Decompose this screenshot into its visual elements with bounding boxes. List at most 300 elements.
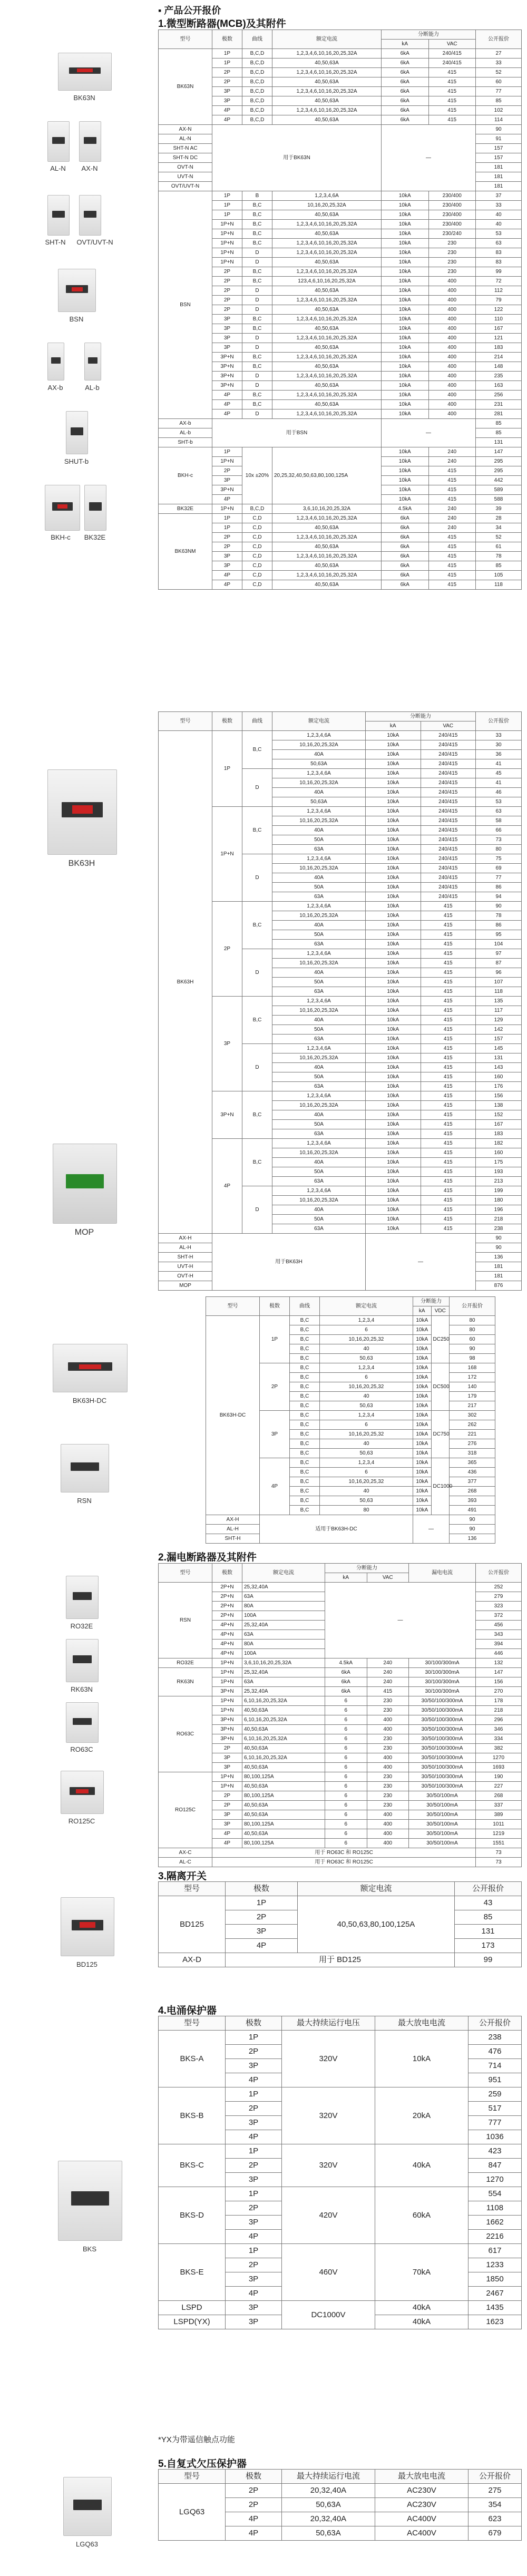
table-cell: 3P+N <box>212 353 242 362</box>
table-cell: 2P <box>212 1791 242 1801</box>
accessory-note: 用于BSN <box>212 419 382 447</box>
table-cell: 80,100,125A <box>242 1772 325 1782</box>
table-cell: 10kA <box>366 959 421 968</box>
table-cell: VAC <box>428 40 476 49</box>
table-row <box>159 258 522 267</box>
table-cell: 415 <box>428 77 476 87</box>
table-cell: 80A <box>242 1602 325 1611</box>
table-cell: 415 <box>421 987 476 997</box>
table-cell: 3P <box>212 1753 242 1763</box>
accessory-model: AX-H <box>159 1234 212 1243</box>
price-cell: 80 <box>450 1316 495 1325</box>
price-cell: 214 <box>476 353 522 362</box>
table-cell: 50A <box>272 1215 366 1224</box>
price-cell: 114 <box>476 115 522 125</box>
table-row <box>159 201 522 210</box>
table-cell: 10kA <box>382 485 429 495</box>
price-cell: 53 <box>476 797 522 807</box>
col-model: 型号 <box>159 712 212 731</box>
table-cell: 40,50,63A <box>272 343 382 353</box>
table-cell: 1,2,3,4,6,10,16,20,25,32A <box>272 514 382 523</box>
table-cell: 10kA <box>382 229 429 239</box>
table-cell: B,C <box>242 362 272 372</box>
price-cell: 183 <box>476 343 522 353</box>
table-cell: 240/415 <box>421 740 476 750</box>
table-cell: 4P <box>226 2073 282 2087</box>
price-cell: 80 <box>450 1325 495 1335</box>
al-b-product-image <box>84 343 101 380</box>
table-cell: 3P+N <box>212 1687 242 1696</box>
ax-n-label: AX-N <box>81 164 98 172</box>
price-cell: 58 <box>476 816 522 826</box>
table-cell: 6kA <box>382 96 429 106</box>
table-cell: B,C,D <box>242 49 272 58</box>
table-cell: B,C <box>242 201 272 210</box>
table-cell: 50A <box>272 978 366 987</box>
price-cell: 394 <box>476 1640 522 1649</box>
table-cell: 1,2,3,4,6,10,16,20,25,32A <box>272 87 382 96</box>
table-cell: 4P <box>226 2130 282 2144</box>
price-cell: 83 <box>476 258 522 267</box>
table-cell: 1P <box>212 447 242 457</box>
table-cell: 25,32,40A <box>242 1621 325 1630</box>
accessory-model: SHT-H <box>206 1534 260 1544</box>
table-cell: D <box>242 381 272 391</box>
table-cell: 50A <box>272 883 366 892</box>
table-cell: 6 <box>325 1810 367 1820</box>
table-cell: 1,2,3,4 <box>320 1363 413 1373</box>
table-cell: 10kA <box>382 476 429 485</box>
table-cell: 10kA <box>366 921 421 930</box>
curve-cell: B,C <box>242 902 272 949</box>
col-model: 型号 <box>159 2016 226 2031</box>
table-cell: 1,2,3,4,6,10,16,20,25,32A <box>272 315 382 324</box>
table-cell: 30/50/100/300mA <box>409 1772 476 1782</box>
table-cell: B,C,D <box>242 68 272 77</box>
accessory-model: AL-H <box>159 1243 212 1253</box>
table-cell: 240 <box>367 1658 409 1668</box>
table-cell: 30/50/100mA <box>409 1791 476 1801</box>
table-cell: 40 <box>320 1392 413 1401</box>
price-cell: 39 <box>476 504 522 514</box>
accessory-model: OVT-N <box>159 163 212 172</box>
table-cell: 63A <box>272 1224 366 1234</box>
table-cell: 6kA <box>382 68 429 77</box>
table-cell: 4P <box>226 2512 282 2526</box>
table-row <box>159 115 522 125</box>
table-cell: 10kA <box>366 769 421 778</box>
table-cell: 4P <box>212 580 242 590</box>
table-cell: 1P <box>226 1896 298 1910</box>
spd-note: *YX为带遥信触点功能 <box>158 2435 235 2444</box>
table-cell: 10kA <box>413 1335 432 1344</box>
price-cell: 1850 <box>469 2272 522 2287</box>
col-maxv: 最大持续运行电流 <box>282 2470 375 2484</box>
table-cell: C,D <box>242 533 272 542</box>
price-cell: 147 <box>476 1668 522 1677</box>
table-cell: 30/50/100mA <box>409 1801 476 1810</box>
model-cell: RO63C <box>159 1696 212 1772</box>
price-cell: 217 <box>450 1401 495 1411</box>
table-cell: 10kA <box>366 788 421 797</box>
table-cell: 230/400 <box>428 220 476 229</box>
table-cell: 3P <box>226 2173 282 2187</box>
table-cell: 40,50,63A <box>272 210 382 220</box>
table-cell: 10kA <box>382 210 429 220</box>
table-cell: 4P+N <box>212 1640 242 1649</box>
price-cell: 118 <box>476 987 522 997</box>
price-cell: 951 <box>469 2073 522 2087</box>
price-cell: 77 <box>476 873 522 883</box>
price-cell: 847 <box>469 2159 522 2173</box>
table-cell: 10,16,20,25,32A <box>272 1053 366 1063</box>
curve-cell: B,C <box>290 1458 320 1468</box>
curve-cell: D <box>242 949 272 997</box>
table-cell: 40,50,63A <box>272 258 382 267</box>
table-row <box>159 1810 522 1820</box>
table-cell: B,C <box>242 229 272 239</box>
table-cell: 10kA <box>382 220 429 229</box>
table-cell: 415 <box>428 580 476 590</box>
bsn-product-image <box>58 269 96 312</box>
table-cell: 10kA <box>382 267 429 277</box>
table-cell: 50,63 <box>320 1496 413 1506</box>
price-cell: 96 <box>476 968 522 978</box>
table-cell: 6 <box>325 1763 367 1772</box>
ovt-uvt-n-product-image <box>79 195 101 236</box>
al-n-product-image <box>47 121 70 162</box>
col-maxv: 最大持续运行电压 <box>282 2016 375 2031</box>
price-cell: 78 <box>476 552 522 561</box>
table-cell: 10kA <box>382 277 429 286</box>
table-cell: 10kA <box>382 353 429 362</box>
table-cell: 460V <box>282 2244 375 2301</box>
table-cell: 70kA <box>375 2244 469 2301</box>
table-row <box>159 1882 522 1896</box>
table-cell: 3,6,10,16,20,25,32A <box>272 504 382 514</box>
accessory-note: 用于 BD125 <box>226 1953 455 1967</box>
table-cell: 10,16,20,25,32 <box>320 1382 413 1392</box>
price-cell: 446 <box>476 1649 522 1658</box>
table-cell: 40 <box>320 1344 413 1354</box>
bd125-product-image <box>61 1897 114 1956</box>
price-cell: 190 <box>476 1772 522 1782</box>
table-cell: 6 <box>325 1744 367 1753</box>
table-cell: 1P+N <box>212 1696 242 1706</box>
table-cell: 240/415 <box>421 873 476 883</box>
curve-cell: B,C <box>290 1420 320 1430</box>
table-cell: 40kA <box>375 2315 469 2329</box>
table-cell: 6 <box>325 1791 367 1801</box>
table-cell: 40,50,63A <box>272 381 382 391</box>
table-cell: 230/400 <box>428 210 476 220</box>
table-cell: 6kA <box>382 106 429 115</box>
table-cell: 1,2,3,4,6,10,16,20,25,32A <box>272 334 382 343</box>
table-cell: 6,10,16,20,25,32A <box>242 1696 325 1706</box>
col-price: 公开报价 <box>455 1882 522 1896</box>
model-cell: BD125 <box>159 1896 226 1953</box>
table-cell: 6kA <box>382 561 429 571</box>
table-cell: 6 <box>325 1782 367 1791</box>
price-cell: 554 <box>469 2187 522 2201</box>
mop-product-image <box>53 1144 117 1224</box>
table-cell: 10kA <box>366 1016 421 1025</box>
table-cell: 415 <box>421 1025 476 1035</box>
price-cell: 456 <box>476 1621 522 1630</box>
table-cell: 63A <box>272 1035 366 1044</box>
table-cell: 320V <box>282 2144 375 2187</box>
table-cell: 40A <box>272 1158 366 1167</box>
col-model: 型号 <box>206 1297 260 1316</box>
table-cell: VAC <box>421 721 476 731</box>
price-cell: 160 <box>476 1148 522 1158</box>
table-row <box>159 1564 522 1573</box>
price-cell: 99 <box>455 1953 522 1967</box>
table-cell: 3P <box>226 1925 298 1939</box>
price-cell: 136 <box>450 1534 495 1544</box>
price-cell: 183 <box>476 1129 522 1139</box>
table-cell: 400 <box>367 1715 409 1725</box>
table-row <box>159 2031 522 2045</box>
table-cell: 2P <box>226 2102 282 2116</box>
mcb-price-table <box>158 30 522 590</box>
table-cell: 1,2,3,4,6,10,16,20,25,32A <box>272 267 382 277</box>
table-cell: 63A <box>272 1177 366 1186</box>
accessory-note: 用于BK63H <box>212 1234 366 1291</box>
table-cell: 50A <box>272 835 366 845</box>
col-breaking: 分断能力 <box>382 30 476 40</box>
price-cell: 163 <box>476 381 522 391</box>
price-cell: 52 <box>476 68 522 77</box>
col-model: 型号 <box>159 2470 226 2484</box>
table-cell: 415 <box>421 1044 476 1053</box>
table-row <box>159 296 522 305</box>
table-cell: 2P+N <box>212 1602 242 1611</box>
table-row <box>159 372 522 381</box>
table-cell: D <box>242 258 272 267</box>
price-cell: 83 <box>476 248 522 258</box>
table-row <box>159 997 522 1006</box>
table-row <box>159 1839 522 1848</box>
table-cell: 10kA <box>413 1344 432 1354</box>
col-rated: 额定电流 <box>242 1564 325 1583</box>
table-cell: 415 <box>428 561 476 571</box>
table-cell: 10kA <box>366 892 421 902</box>
table-row <box>159 2144 522 2159</box>
table-cell: 80,100,125A <box>242 1820 325 1829</box>
rk63n-label: RK63N <box>71 1685 93 1693</box>
table-cell: 10x ±20% <box>242 447 272 504</box>
price-cell: 90 <box>476 1234 522 1243</box>
price-cell: 176 <box>476 1082 522 1091</box>
table-cell: 40,50,63A <box>242 1763 325 1772</box>
price-heading: ▪ 产品公开报价 <box>158 5 221 16</box>
price-cell: 1270 <box>476 1753 522 1763</box>
price-cell: 182 <box>476 1139 522 1148</box>
table-cell: D <box>242 286 272 296</box>
table-cell: 4P <box>212 115 242 125</box>
table-cell: 10,16,20,25,32A <box>272 1006 366 1016</box>
price-cell: 90 <box>476 1243 522 1253</box>
poles-cell: 3P+N <box>212 1091 242 1139</box>
price-cell: 45 <box>476 769 522 778</box>
table-cell: 230 <box>367 1696 409 1706</box>
price-cell: 196 <box>476 1205 522 1215</box>
table-cell: 40,50,63A <box>272 542 382 552</box>
poles-cell: 4P <box>260 1458 290 1515</box>
curve-cell: B,C <box>290 1487 320 1496</box>
price-cell: 53 <box>476 229 522 239</box>
table-cell: 400 <box>428 381 476 391</box>
table-cell: 4P <box>212 1839 242 1848</box>
table-cell: 1P+N <box>212 1658 242 1668</box>
price-cell: 28 <box>476 514 522 523</box>
table-cell: 40,50,63A <box>242 1706 325 1715</box>
price-cell: 259 <box>469 2087 522 2102</box>
table-cell: B,C,D <box>242 106 272 115</box>
table-cell: 40A <box>272 968 366 978</box>
table-cell: 1,2,3,4,6,10,16,20,25,32A <box>272 391 382 400</box>
table-cell: 30/100/300mA <box>409 1677 476 1687</box>
poles-cell: 2P <box>260 1363 290 1411</box>
table-cell: 240/415 <box>421 864 476 873</box>
table-cell: 6kA <box>325 1668 367 1677</box>
table-cell: 40,50,63,80,100,125A <box>298 1896 455 1953</box>
price-cell: 75 <box>476 854 522 864</box>
rcd-price-table <box>158 1563 522 1867</box>
table-cell: 10kA <box>413 1401 432 1411</box>
table-cell: 415 <box>421 911 476 921</box>
table-cell: 40A <box>272 826 366 835</box>
table-row <box>159 220 522 229</box>
table-cell: 40A <box>272 1063 366 1072</box>
price-cell: 33 <box>476 58 522 68</box>
col-price: 公开报价 <box>476 1564 522 1583</box>
table-row <box>159 1829 522 1839</box>
rsn-label: RSN <box>77 1497 92 1505</box>
accessory-model: AX-b <box>159 419 212 428</box>
table-cell: 1,2,3,4,6A <box>272 949 366 959</box>
price-cell: 63 <box>476 239 522 248</box>
table-cell: 2P+N <box>212 1592 242 1602</box>
table-cell: C,D <box>242 552 272 561</box>
table-cell: 415 <box>421 1177 476 1186</box>
table-cell: 1P <box>226 2187 282 2201</box>
col-rated: 额定电流 <box>298 1882 455 1896</box>
table-cell: 10kA <box>366 1224 421 1234</box>
curve-cell: B,C <box>290 1325 320 1335</box>
table-cell: 415 <box>421 1035 476 1044</box>
price-cell: 238 <box>469 2031 522 2045</box>
ro63c-product-image <box>66 1702 99 1743</box>
price-cell: 61 <box>476 542 522 552</box>
table-cell: 1P+N <box>212 1706 242 1715</box>
table-cell: 10kA <box>366 750 421 759</box>
table-cell: 63A <box>272 940 366 949</box>
price-cell: 389 <box>476 1810 522 1820</box>
table-cell: B,C <box>242 220 272 229</box>
model-cell: BK63N <box>159 49 212 125</box>
table-cell: 10,16,20,25,32A <box>272 1148 366 1158</box>
table-row <box>159 343 522 353</box>
table-cell: 400 <box>367 1763 409 1772</box>
table-cell: 1P <box>226 2087 282 2102</box>
price-cell: 1011 <box>476 1820 522 1829</box>
table-cell: 3P <box>212 334 242 343</box>
price-cell: 491 <box>450 1506 495 1515</box>
table-cell: 240/415 <box>421 769 476 778</box>
table-cell: 40A <box>272 921 366 930</box>
table-row <box>159 305 522 315</box>
price-cell: 73 <box>476 1848 522 1858</box>
accessory-model: SHT-b <box>159 438 212 447</box>
table-cell: C,D <box>242 523 272 533</box>
col-curve: 曲线 <box>242 30 272 49</box>
table-cell: 40,50,63A <box>272 96 382 106</box>
table-cell: 10kA <box>413 1468 432 1477</box>
table-cell: 3P <box>226 2315 282 2329</box>
accessory-model: MOP <box>159 1281 212 1291</box>
table-row <box>159 191 522 201</box>
table-cell: 30/50/100mA <box>409 1810 476 1820</box>
accessory-note: 用于 RO63C 和 RO125C <box>212 1848 476 1858</box>
price-cell: 157 <box>476 144 522 153</box>
table-cell: 1,2,3,4,6,10,16,20,25,32A <box>272 571 382 580</box>
table-cell: 415 <box>428 87 476 96</box>
price-cell: 90 <box>450 1515 495 1525</box>
table-row <box>159 286 522 296</box>
table-cell: 3P <box>212 343 242 353</box>
table-row <box>159 1091 522 1101</box>
table-cell: 100A <box>242 1649 325 1658</box>
table-cell: 10kA <box>382 334 429 343</box>
price-cell: 343 <box>476 1630 522 1640</box>
table-row <box>159 87 522 96</box>
table-cell: 25,32,40A <box>242 1583 325 1592</box>
price-cell: 73 <box>476 835 522 845</box>
table-row <box>159 96 522 106</box>
table-cell: 2P <box>212 533 242 542</box>
table-cell: 4P <box>212 495 242 504</box>
table-cell: 80A <box>242 1640 325 1649</box>
price-cell: 2216 <box>469 2230 522 2244</box>
price-cell: 281 <box>476 409 522 419</box>
table-cell: VAC <box>367 1573 409 1583</box>
table-cell: 10kA <box>413 1487 432 1496</box>
table-cell: 10kA <box>382 191 429 201</box>
table-cell: 30/50/100mA <box>409 1839 476 1848</box>
table-cell: 240/415 <box>428 58 476 68</box>
table-cell: 4P <box>212 400 242 409</box>
table-cell: 10kA <box>366 1091 421 1101</box>
table-cell: 2P <box>226 2201 282 2216</box>
table-cell: 415 <box>421 997 476 1006</box>
table-cell: 415 <box>428 476 476 485</box>
table-cell: 40kA <box>375 2144 469 2187</box>
col-curve: 曲线 <box>290 1297 320 1316</box>
table-cell: 415 <box>421 968 476 978</box>
table-cell: 230 <box>428 248 476 258</box>
table-cell: 40,50,63A <box>272 324 382 334</box>
table-cell: 2P <box>226 2258 282 2272</box>
bk32e-label: BK32E <box>84 533 106 541</box>
table-cell: 3P+N <box>212 362 242 372</box>
price-cell: 40 <box>476 220 522 229</box>
table-cell: 63A <box>242 1630 325 1640</box>
table-cell: 10kA <box>366 845 421 854</box>
table-cell: 63A <box>272 1082 366 1091</box>
table-cell: 3P <box>212 561 242 571</box>
